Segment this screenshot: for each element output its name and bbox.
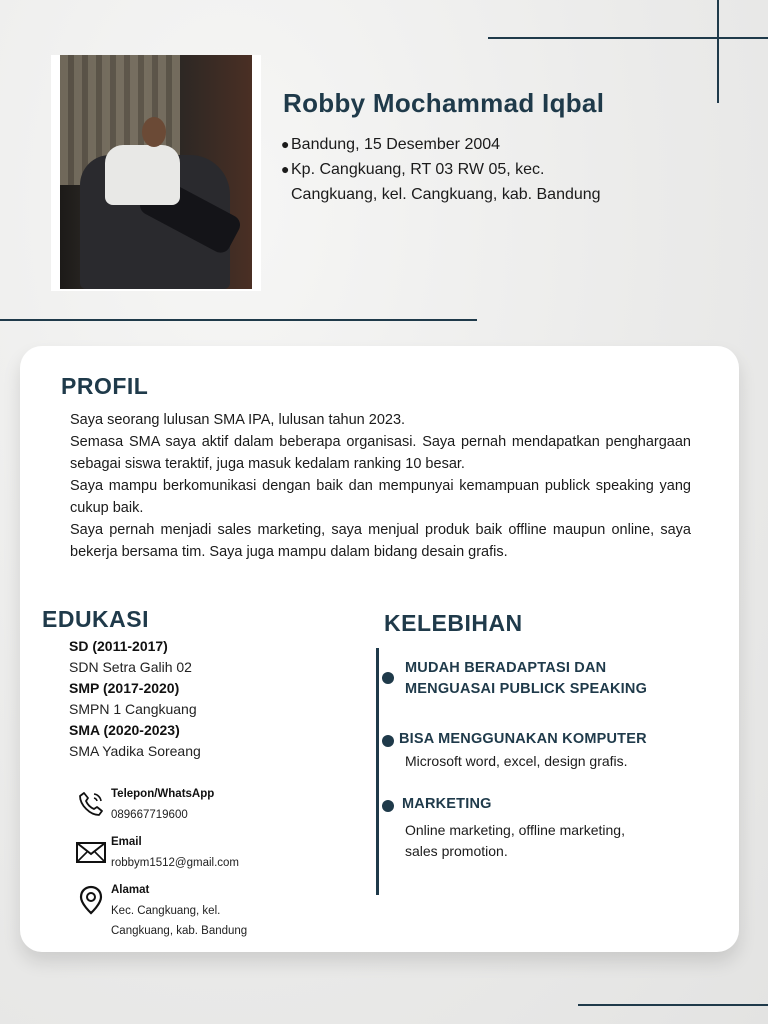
advantage-title: BISA MENGGUNAKAN KOMPUTER	[399, 731, 647, 747]
decorative-line-top-vertical	[717, 0, 719, 103]
contact-list	[75, 786, 335, 946]
person-name: Robby Mochammad Iqbal	[283, 88, 605, 118]
advantage-title: MUDAH BERADAPTASI DAN MENGUASAI PUBLICK SPEAKING	[405, 660, 648, 697]
bullet-icon: ●	[281, 136, 290, 152]
education-school: SMA Yadika Soreang	[69, 743, 201, 759]
phone-label: Telepon/WhatsApp	[111, 788, 215, 800]
profil-text	[70, 409, 691, 563]
bullet-icon	[382, 800, 394, 812]
contact-address	[75, 882, 335, 944]
phone-value: 089667719600	[111, 809, 188, 821]
advantage-item	[382, 794, 712, 864]
address-label: Alamat	[111, 884, 150, 896]
contact-phone	[75, 786, 335, 832]
advantage-desc: Microsoft word, excel, design grafis.	[405, 753, 628, 769]
profil-title: PROFIL	[61, 373, 149, 399]
advantage-desc: Online marketing, offline marketing, sales promotion.	[405, 822, 625, 859]
decorative-line-top	[488, 37, 768, 39]
personal-info	[281, 132, 661, 207]
education-school: SMPN 1 Cangkuang	[69, 701, 197, 717]
location-pin-icon	[75, 884, 107, 916]
bullet-icon	[382, 672, 394, 684]
decorative-line-middle	[0, 319, 477, 321]
contact-email	[75, 834, 335, 880]
profile-photo-frame	[51, 55, 261, 291]
email-label: Email	[111, 836, 142, 848]
bullet-icon	[382, 735, 394, 747]
profil-paragraph: Saya mampu berkomunikasi dengan baik dan mempunyai kemampuan publick speaking yang cukup baik.	[70, 478, 691, 516]
education-level: SD (2011-2017)	[69, 638, 168, 654]
birth-info: ● Bandung, 15 Desember 2004	[281, 132, 661, 157]
address-info: ● Kp. Cangkuang, RT 03 RW 05, kec.	[281, 157, 661, 182]
profil-paragraph: Saya pernah menjadi sales marketing, saya menjual produk baik offline maupun online, saya bekerja bersama tim. Saya juga mampu dalam bidang desain grafis.	[70, 522, 691, 560]
bullet-icon: ●	[281, 161, 290, 177]
email-icon	[75, 836, 107, 868]
education-level: SMA (2020-2023)	[69, 722, 180, 738]
address-value: Kec. Cangkuang, kel. Cangkuang, kab. Bandung	[111, 905, 248, 937]
profile-photo	[60, 55, 252, 289]
resume-card	[20, 346, 739, 952]
education-school: SDN Setra Galih 02	[69, 659, 192, 675]
edukasi-title: EDUKASI	[42, 606, 150, 632]
advantage-item	[382, 729, 712, 775]
address-info-cont: Cangkuang, kel. Cangkuang, kab. Bandung	[291, 186, 601, 203]
phone-icon	[75, 788, 107, 820]
decorative-line-bottom	[578, 1004, 768, 1006]
education-level: SMP (2017-2020)	[69, 680, 180, 696]
education-list	[69, 636, 319, 762]
kelebihan-timeline	[376, 648, 379, 895]
kelebihan-title: KELEBIHAN	[384, 610, 523, 636]
profil-paragraph: Semasa SMA saya aktif dalam beberapa organisasi. Saya pernah mendapatkan penghargaan sebagai siswa teraktif, juga masuk kedalam ranking 10 besar.	[70, 434, 691, 472]
profil-paragraph: Saya seorang lulusan SMA IPA, lulusan tahun 2023.	[70, 412, 406, 428]
advantage-item	[382, 658, 712, 704]
advantage-title: MARKETING	[402, 796, 492, 812]
email-value: robbym1512@gmail.com	[111, 857, 240, 869]
